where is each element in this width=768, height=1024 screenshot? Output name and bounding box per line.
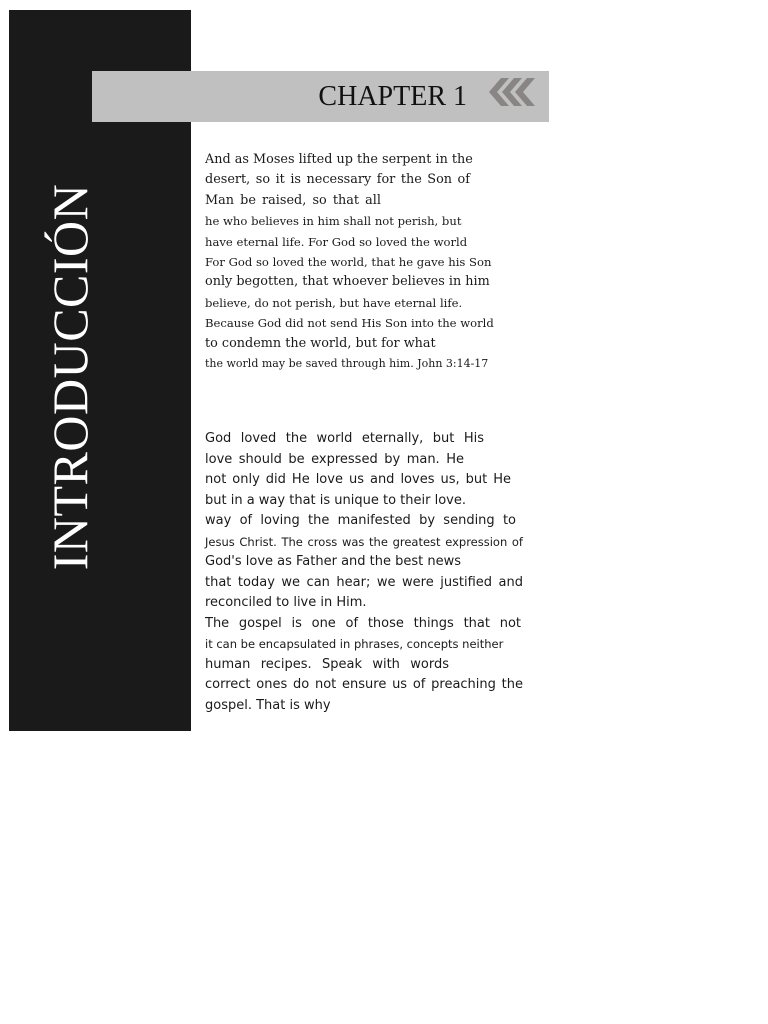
chevron-left-triple-icon [487,76,535,108]
body-line: gospel. That is why [205,697,331,713]
body-line: correct ones do not ensure us of preaching the [205,677,523,692]
body-line: it can be encapsulated in phrases, concepts neither [205,637,504,651]
body-line: Jesus Christ. The cross was the greatest expression of [205,534,523,549]
chapter-header [92,71,549,122]
verse-line: Man be raised, so that all [205,192,381,208]
body-line: God's love as Father and the best news [205,554,462,569]
scripture-passage [205,150,494,374]
body-line: way of loving the manifested by sending to [205,513,516,528]
body-line: but in a way that is unique to their love. [205,492,466,508]
body-line: not only did He love us and loves us, but He [205,472,511,487]
body-line: God loved the world eternally, but His [205,431,484,446]
body-line: reconciled to live in Him. [205,595,367,610]
body-line: human recipes. Speak with words [205,656,449,672]
verse-line: only begotten, that whoever believes in him [205,274,490,290]
verse-line: he who believes in him shall not perish, but [205,214,462,229]
verse-line: And as Moses lifted up the serpent in the [205,152,473,167]
verse-line: desert, so it is necessary for the Son of [205,172,470,188]
sidebar-title: INTRODUCCIÓN [42,183,98,571]
verse-line: Because God did not send His Son into the world [205,316,494,331]
verse-line: to condemn the world, but for what [205,335,436,351]
verse-line: the world may be saved through him. John 3:14-17 [205,356,489,370]
chapter-title: CHAPTER 1 [318,81,467,112]
body-line: love should be expressed by man. He [205,451,464,467]
verse-line: believe, do not perish, but have eternal life. [205,295,463,310]
body-line: The gospel is one of those things that not [205,615,521,631]
verse-line: have eternal life. For God so loved the world [205,234,468,249]
introduction-body [205,429,523,716]
body-line: that today we can hear; we were justified and [205,574,523,590]
verse-line: For God so loved the world, that he gave his Son [205,254,492,269]
